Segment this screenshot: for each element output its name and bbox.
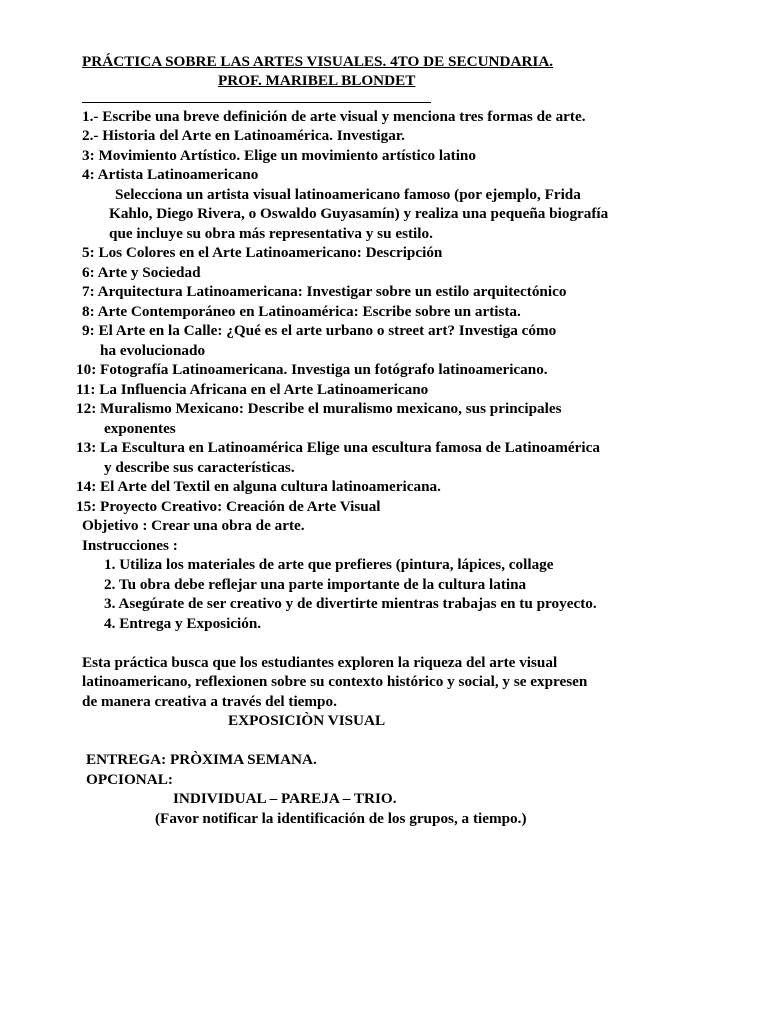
document-title: PRÁCTICA SOBRE LAS ARTES VISUALES. 4TO DE SECUNDARIA. [82, 53, 554, 70]
summary-line-3: de manera creativa a través del tiempo. [82, 693, 337, 710]
instructions-heading: Instrucciones : [82, 537, 178, 554]
instruction-1: 1. Utiliza los materiales de arte que prefieres (pintura, lápices, collage [104, 556, 554, 573]
optional-label: OPCIONAL: [86, 771, 173, 788]
item-2: 2.- Historia del Arte en Latinoamérica. Investigar. [82, 127, 405, 144]
group-options: INDIVIDUAL – PAREJA – TRIO. [173, 790, 397, 807]
group-note: (Favor notificar la identificación de los grupos, a tiempo.) [155, 810, 527, 827]
item-7: 7: Arquitectura Latinoamericana: Investigar sobre un estilo arquitectónico [82, 283, 567, 300]
item-4: 4: Artista Latinoamericano [82, 166, 259, 183]
objective: Objetivo : Crear una obra de arte. [82, 517, 305, 534]
item-1: 1.- Escribe una breve definición de arte visual y menciona tres formas de arte. [82, 108, 586, 125]
instruction-4: 4. Entrega y Exposición. [104, 615, 262, 632]
exposition-heading: EXPOSICIÒN VISUAL [228, 712, 386, 729]
separator-line [82, 102, 431, 103]
item-9: 9: El Arte en la Calle: ¿Qué es el arte urbano o street art? Investiga cómo [82, 322, 557, 339]
item-11: 11: La Influencia Africana en el Arte Latinoamericano [76, 381, 429, 398]
item-6: 6: Arte y Sociedad [82, 264, 201, 281]
item-10: 10: Fotografía Latinoamericana. Investiga un fotógrafo latinoamericano. [76, 361, 548, 378]
item-5: 5: Los Colores en el Arte Latinoamericano: Descripción [82, 244, 443, 261]
item-9-continuation: ha evolucionado [100, 342, 206, 359]
item-12: 12: Muralismo Mexicano: Describe el muralismo mexicano, sus principales [76, 400, 562, 417]
item-15: 15: Proyecto Creativo: Creación de Arte Visual [76, 498, 381, 515]
item-3: 3: Movimiento Artístico. Elige un movimiento artístico latino [82, 147, 476, 164]
summary-line-2: latinoamericano, reflexionen sobre su contexto histórico y social, y se expresen [82, 673, 588, 690]
item-14: 14: El Arte del Textil en alguna cultura latinoamericana. [76, 478, 441, 495]
summary-line-1: Esta práctica busca que los estudiantes exploren la riqueza del arte visual [82, 654, 558, 671]
item-12-continuation: exponentes [104, 420, 176, 437]
item-4-detail-line-2: Kahlo, Diego Rivera, o Oswaldo Guyasamín) y realiza una pequeña biografía [109, 205, 609, 222]
item-4-detail-line-1: Selecciona un artista visual latinoamericano famoso (por ejemplo, Frida [115, 186, 581, 203]
item-4-detail-line-3: que incluye su obra más representativa y su estilo. [109, 225, 433, 242]
item-13-continuation: y describe sus características. [104, 459, 295, 476]
delivery-date: ENTREGA: PRÒXIMA SEMANA. [86, 751, 317, 768]
teacher-name: PROF. MARIBEL BLONDET [218, 72, 416, 89]
instruction-2: 2. Tu obra debe reflejar una parte importante de la cultura latina [104, 576, 527, 593]
item-13: 13: La Escultura en Latinoamérica Elige una escultura famosa de Latinoamérica [76, 439, 600, 456]
item-8: 8: Arte Contemporáneo en Latinoamérica: Escribe sobre un artista. [82, 303, 521, 320]
instruction-3: 3. Asegúrate de ser creativo y de divertirte mientras trabajas en tu proyecto. [104, 595, 597, 612]
